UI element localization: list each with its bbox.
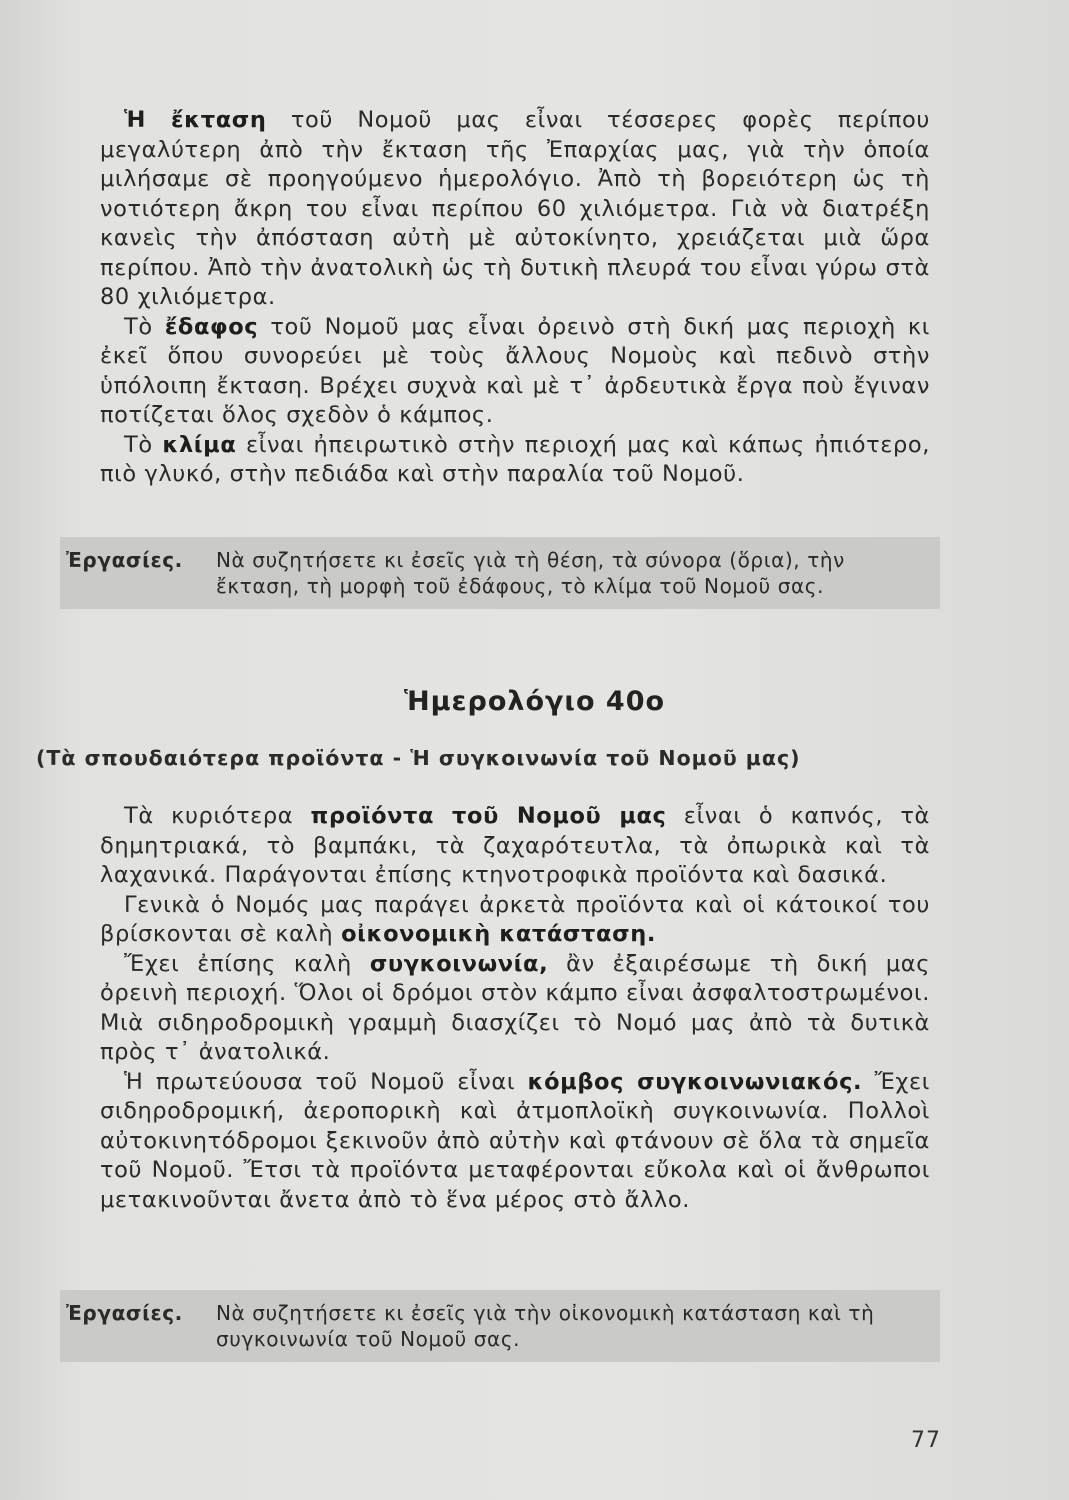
- term-transport: συγκοινωνία,: [369, 950, 549, 977]
- exercise-text: Νὰ συζητήσετε κι ἐσεῖς γιὰ τὴ θέση, τὰ σύνορα (ὅρια), τὴν ἔκταση, τὴ μορφὴ τοῦ ἐδάφους, τὸ κλίμα τοῦ Νομοῦ σας.: [216, 548, 845, 598]
- paragraph-capital: Ἡ πρωτεύουσα τοῦ Νομοῦ εἶναι κόμβος συγκοινωνιακός. Ἔχει σιδηροδρομική, ἀεροπορικὴ καὶ ἀτμοπλοϊκὴ συγκοινωνία. Πολλοὶ αὐτοκινητόδρομοι ξεκινοῦν ἀπὸ αὐτὴν καὶ φτάνουν σὲ ὅλα τὰ σημεῖα τοῦ Νομοῦ. Ἔτσι τὰ προϊόντα μεταφέρονται εὔκολα καὶ οἱ ἄνθρωποι μετακινοῦνται ἄνετα ἀπὸ τὸ ἕνα μέρος στὸ ἄλλο.: [100, 1068, 930, 1213]
- exercise-label: Ἐργασίες.: [66, 548, 183, 572]
- diary-subheading: (Τὰ σπουδαιότερα προϊόντα - Ἡ συγκοινωνία τοῦ Νομοῦ μας): [36, 746, 801, 770]
- paragraph-transport: Ἔχει ἐπίσης καλὴ συγκοινωνία, ἂν ἐξαιρέσωμε τὴ δική μας ὀρεινὴ περιοχή. Ὅλοι οἱ δρόμοι στὸν κάμπο εἶναι ἀσφαλτοστρωμένοι. Μιὰ σιδηροδρομικὴ γραμμὴ διασχίζει τὸ Νομό μας ἀπὸ τὰ δυτικὰ πρὸς τ᾿ ἀνατολικά.: [100, 950, 930, 1065]
- section-products-transport: [100, 802, 930, 1215]
- exercise-box-1: [60, 537, 940, 609]
- exercise-box-2: [60, 1290, 940, 1362]
- paragraph-climate: Τὸ κλίμα εἶναι ἠπειρωτικὸ στὴν περιοχή μας καὶ κάπως ἠπιότερο, πιὸ γλυκό, στὴν πεδιάδα καὶ στὴν παραλία τοῦ Νομοῦ.: [100, 431, 930, 487]
- term-area: Ἡ ἔκταση: [124, 107, 267, 133]
- paragraph-area: Ἡ ἔκταση τοῦ Νομοῦ μας εἶναι τέσσερες φορὲς περίπου μεγαλύτερη ἀπὸ τὴν ἔκταση τῆς Ἐπαρχίας μας, γιὰ τὴν ὁποία μιλήσαμε σὲ προηγούμενο ἡμερολόγιο. Ἀπὸ τὴ βορειότερη ὡς τὴ νοτιότερη ἄκρη του εἶναι περίπου 60 χιλιόμετρα. Γιὰ νὰ διατρέξη κανεὶς τὴν ἀπόσταση αὐτὴ μὲ αὐτοκίνητο, χρειάζεται μιὰ ὥρα περίπου. Ἀπὸ τὴν ἀνατολικὴ ὡς τὴ δυτικὴ πλευρά του εἶναι γύρω στὰ 80 χιλιόμετρα.: [100, 107, 930, 310]
- term-terrain: ἔδαφος: [164, 313, 259, 340]
- diary-heading: Ἡμερολόγιο 40ο: [403, 686, 666, 717]
- term-hub: κόμβος συγκοινωνιακός.: [527, 1068, 863, 1095]
- term-economy: οἰκονομικὴ κατάσταση.: [341, 921, 656, 947]
- term-products: προϊόντα τοῦ Νομοῦ μας: [310, 803, 667, 829]
- term-climate: κλίμα: [162, 431, 237, 458]
- paragraph-products: Τὰ κυριότερα προϊόντα τοῦ Νομοῦ μας εἶναι ὁ καπνός, τὰ δημητριακά, τὸ βαμπάκι, τὰ ζαχαρότευτλα, τὰ ὀπωρικὰ καὶ τὰ λαχανικά. Παράγονται ἐπίσης κτηνοτροφικὰ προϊόντα καὶ δασικά.: [100, 803, 930, 888]
- exercise-label: Ἐργασίες.: [66, 1301, 183, 1325]
- page-number: 77: [911, 1428, 941, 1453]
- exercise-text: Νὰ συζητήσετε κι ἐσεῖς γιὰ τὴν οἰκονομικὴ κατάσταση καὶ τὴ συγκοινωνία τοῦ Νομοῦ σας.: [216, 1301, 875, 1351]
- paragraph-economy: Γενικὰ ὁ Νομός μας παράγει ἀρκετὰ προϊόντα καὶ οἱ κάτοικοί του βρίσκονται σὲ καλὴ οἰκονομικὴ κατάσταση.: [100, 891, 930, 947]
- paragraph-terrain: Τὸ ἔδαφος τοῦ Νομοῦ μας εἶναι ὀρεινὸ στὴ δική μας περιοχὴ κι ἐκεῖ ὅπου συνορεύει μὲ τοὺς ἄλλους Νομοὺς καὶ πεδινὸ στὴν ὑπόλοιπη ἔκταση. Βρέχει συχνὰ καὶ μὲ τ᾿ ἀρδευτικὰ ἔργα ποὺ ἔγιναν ποτίζεται ὅλος σχεδὸν ὁ κάμπος.: [100, 313, 930, 428]
- section-area-description: [100, 106, 930, 490]
